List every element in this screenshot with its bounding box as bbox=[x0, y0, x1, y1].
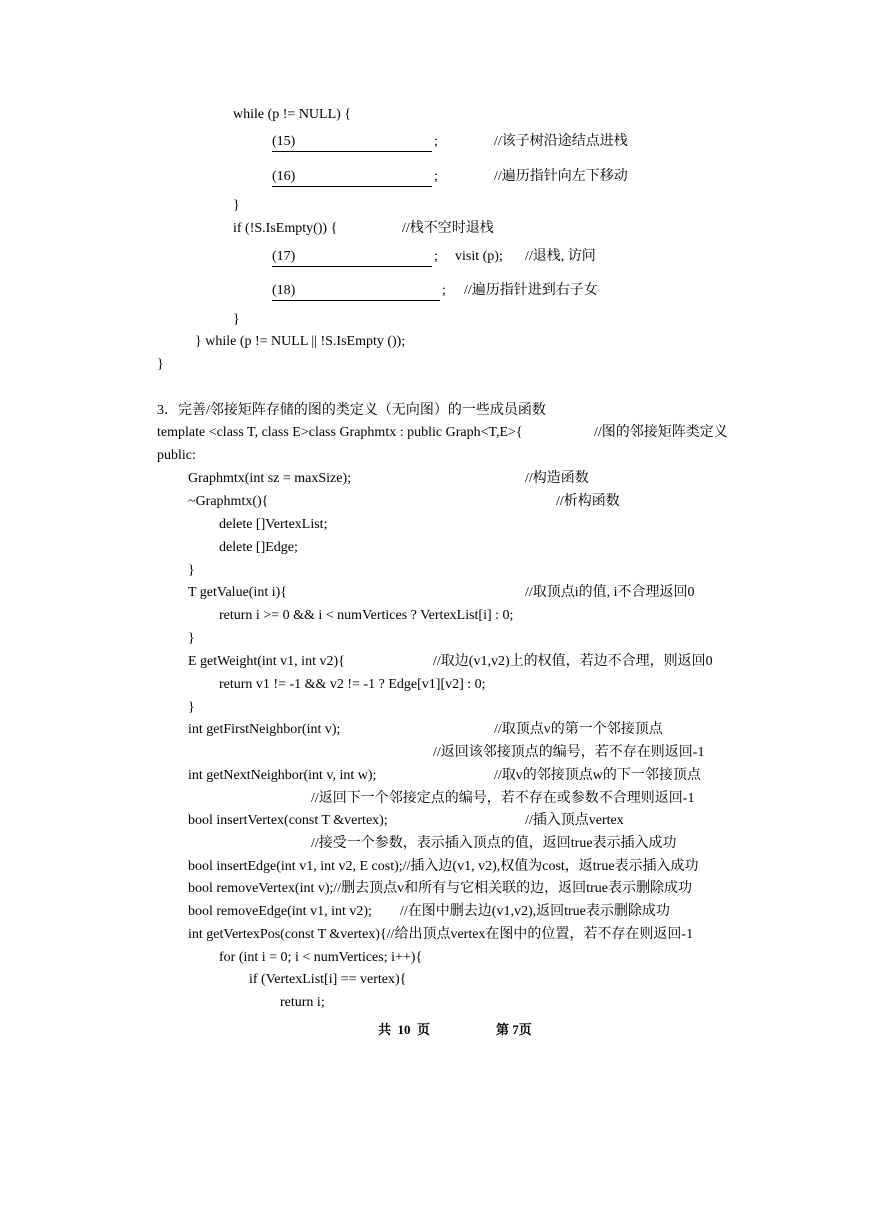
code-close-brace: } bbox=[157, 357, 164, 372]
code-getweight-return: return v1 != -1 && v2 != -1 ? Edge[v1][v2] : 0; bbox=[219, 677, 486, 692]
fill-blank-16[interactable]: (16) bbox=[272, 168, 432, 187]
code-close-brace: } bbox=[188, 563, 195, 578]
code-getvalue: T getValue(int i){ bbox=[188, 585, 287, 600]
comment-if-empty: //栈不空时退栈 bbox=[402, 221, 494, 236]
comment-template: //图的邻接矩阵类定义 bbox=[594, 425, 728, 440]
code-getweight: E getWeight(int v1, int v2){ bbox=[188, 654, 345, 669]
comment-17: //退栈, 访问 bbox=[525, 249, 596, 264]
code-insertedge: bool insertEdge(int v1, int v2, E cost);//插入边(v1, v2),权值为cost，返true表示插入成功 bbox=[188, 859, 699, 874]
code-semicolon-16: ; bbox=[434, 169, 438, 184]
code-for-loop: for (int i = 0; i < numVertices; i++){ bbox=[219, 950, 423, 965]
fill-blank-17[interactable]: (17) bbox=[272, 248, 432, 267]
code-getnextneighbor: int getNextNeighbor(int v, int w); bbox=[188, 768, 377, 783]
code-semicolon-15: ; bbox=[434, 134, 438, 149]
code-do-while: } while (p != NULL || !S.IsEmpty ()); bbox=[195, 334, 406, 349]
code-close-brace: } bbox=[188, 631, 195, 646]
code-destructor: ~Graphmtx(){ bbox=[188, 494, 269, 509]
code-constructor: Graphmtx(int sz = maxSize); bbox=[188, 471, 352, 486]
code-getvertexpos: int getVertexPos(const T &vertex){//给出顶点vertex在图中的位置，若不存在则返回-1 bbox=[188, 927, 694, 942]
code-visit: visit (p); bbox=[455, 249, 503, 264]
code-return-i: return i; bbox=[280, 995, 325, 1010]
comment-getfirstneighbor: //取顶点v的第一个邻接顶点 bbox=[494, 722, 663, 737]
page-current: 第 7页 bbox=[496, 1022, 532, 1037]
page-total: 共 10 页 bbox=[378, 1022, 431, 1037]
fill-blank-15[interactable]: (15) bbox=[272, 133, 432, 152]
section-heading: 3．完善/邻接矩阵存储的图的类定义（无向图）的一些成员函数 bbox=[157, 403, 546, 418]
code-removevertex: bool removeVertex(int v);//删去顶点v和所有与它相关联的边，返回true表示删除成功 bbox=[188, 881, 692, 896]
comment-getfirstneighbor-2: //返回该邻接顶点的编号，若不存在则返回-1 bbox=[433, 745, 705, 760]
code-semicolon-17: ; bbox=[434, 249, 438, 264]
code-while-open: while (p != NULL) { bbox=[233, 107, 352, 122]
code-public: public: bbox=[157, 448, 196, 463]
comment-insertvertex: //插入顶点vertex bbox=[525, 813, 624, 828]
comment-18: //遍历指针进到右子女 bbox=[464, 283, 598, 298]
code-close-brace: } bbox=[233, 198, 240, 213]
code-close-brace: } bbox=[188, 700, 195, 715]
comment-getweight: //取边(v1,v2)上的权值，若边不合理，则返回0 bbox=[433, 654, 713, 669]
code-if-vertex: if (VertexList[i] == vertex){ bbox=[249, 972, 407, 987]
code-close-brace: } bbox=[233, 312, 240, 327]
code-delete-vertexlist: delete []VertexList; bbox=[219, 517, 328, 532]
fill-blank-18[interactable]: (18) bbox=[272, 282, 440, 301]
code-semicolon-18: ; bbox=[442, 283, 446, 298]
code-template: template <class T, class E>class Graphmtx : public Graph<T,E>{ bbox=[157, 425, 523, 440]
comment-getnextneighbor-2: //返回下一个邻接定点的编号，若不存在或参数不合理则返回-1 bbox=[311, 791, 695, 806]
comment-constructor: //构造函数 bbox=[525, 471, 589, 486]
code-delete-edge: delete []Edge; bbox=[219, 540, 298, 555]
code-getvalue-return: return i >= 0 && i < numVertices ? VertexList[i] : 0; bbox=[219, 608, 514, 623]
comment-getnextneighbor: //取v的邻接顶点w的下一邻接顶点 bbox=[494, 768, 701, 783]
comment-15: //该子树沿途结点进栈 bbox=[494, 134, 628, 149]
comment-16: //遍历指针向左下移动 bbox=[494, 169, 628, 184]
code-getfirstneighbor: int getFirstNeighbor(int v); bbox=[188, 722, 341, 737]
comment-getvalue: //取顶点i的值, i不合理返回0 bbox=[525, 585, 695, 600]
code-if-empty: if (!S.IsEmpty()) { bbox=[233, 221, 338, 236]
comment-insertvertex-2: //接受一个参数，表示插入顶点的值，返回true表示插入成功 bbox=[311, 836, 677, 851]
code-insertvertex: bool insertVertex(const T &vertex); bbox=[188, 813, 388, 828]
comment-removeedge: //在图中删去边(v1,v2),返回true表示删除成功 bbox=[400, 904, 670, 919]
comment-destructor: //析构函数 bbox=[556, 494, 620, 509]
code-removeedge: bool removeEdge(int v1, int v2); bbox=[188, 904, 372, 919]
